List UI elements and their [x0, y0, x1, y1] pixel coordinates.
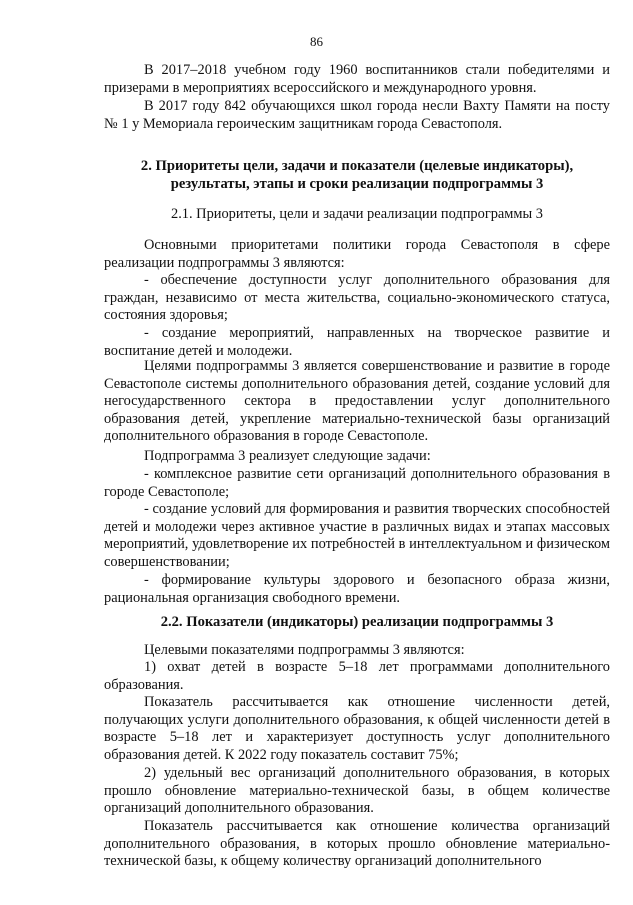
s22-paragraph-3: Показатель рассчитывается как отношение количества организаций дополнительного образования, в которых прошло обновление материально-технической базы, к общему количеству организаций дополнительного: [104, 818, 610, 870]
s22-item-1: 1) охват детей в возрасте 5–18 лет программами дополнительного образования.: [104, 659, 610, 693]
intro-paragraph-1: В 2017–2018 учебном году 1960 воспитанников стали победителями и призерами в мероприятиях всероссийского и международного уровня.: [104, 62, 610, 96]
section-2-2-heading: 2.2. Показатели (индикаторы) реализации подпрограммы 3: [160, 614, 554, 630]
s21-paragraph-1: Основными приоритетами политики города Севастополя в сфере реализации подпрограммы 3 являются:: [104, 237, 610, 271]
intro-paragraph-2: В 2017 году 842 обучающихся школ города несли Вахту Памяти на посту № 1 у Мемориала героическим защитникам города Севастополя.: [104, 98, 610, 132]
s21-task-1: - комплексное развитие сети организаций дополнительного образования в городе Севастополе;: [104, 466, 610, 500]
section-2-heading: 2. Приоритеты цели, задачи и показатели (целевые индикаторы), результаты, этапы и сроки реализации подпрограммы 3: [140, 158, 574, 192]
s22-item-2: 2) удельный вес организаций дополнительного образования, в которых прошло обновление материально-технической базы, в общем количестве организаций дополнительного образования.: [104, 765, 610, 817]
s21-task-3: - формирование культуры здорового и безопасного образа жизни, рациональная организация свободного времени.: [104, 572, 610, 606]
s21-task-2: - создание условий для формирования и развития творческих способностей детей и молодежи через активное участие в различных видах и этапах массовых мероприятий, удовлетворение их потребностей в интеллектуальном и физическом совершенствовании;: [104, 501, 610, 570]
s21-bullet-1: - обеспечение доступности услуг дополнительного образования для граждан, независимо от места жительства, социально-экономического статуса, состояния здоровья;: [104, 272, 610, 324]
s21-bullet-2: - создание мероприятий, направленных на творческое развитие и воспитание детей и молодежи.: [104, 325, 610, 359]
section-2-1-heading: 2.1. Приоритеты, цели и задачи реализации подпрограммы 3: [171, 206, 543, 222]
s22-paragraph-2: Показатель рассчитывается как отношение численности детей, получающих услуги дополнительного образования, к общей численности детей в возрасте 5–18 лет и характеризует доступность услуг дополнительного образования детей. К 2022 году показатель составит 75%;: [104, 694, 610, 763]
s21-paragraph-3: Подпрограмма 3 реализует следующие задачи:: [144, 448, 431, 464]
page-number: 86: [310, 34, 323, 49]
s21-paragraph-2: Целями подпрограммы 3 является совершенствование и развитие в городе Севастополе системы дополнительного образования детей, создание условий для негосударственного сектора в предоставлении услуг дополнительного образования детей, укрепление материально-технической базы организаций дополнительного образования в городе Севастополе.: [104, 358, 610, 445]
s22-paragraph-1: Целевыми показателями подпрограммы 3 являются:: [144, 642, 465, 658]
